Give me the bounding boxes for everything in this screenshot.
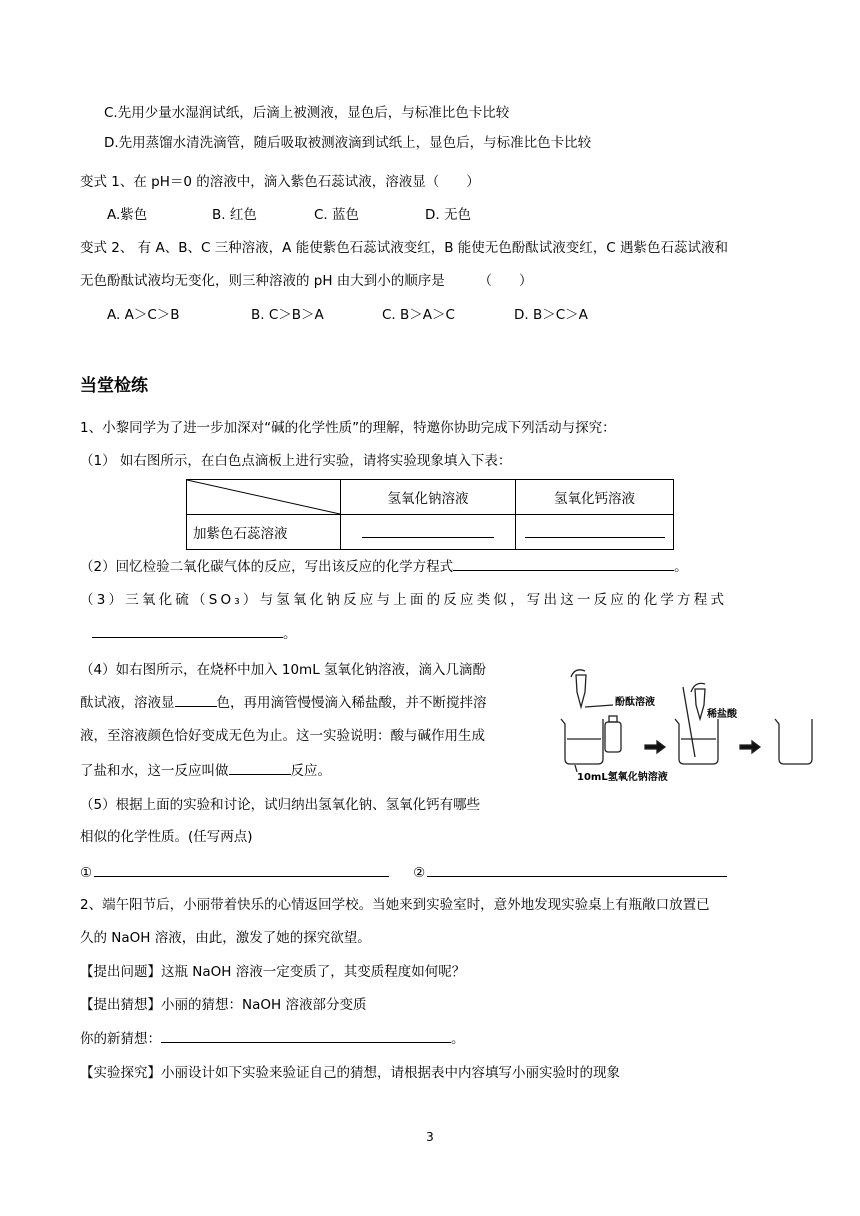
answer-blank[interactable] bbox=[525, 523, 665, 538]
question-1-part-5-line-1: （5）根据上面的实验和讨论，试归纳出氢氧化钠、氢氧化钙有哪些 bbox=[80, 797, 481, 813]
label-hydrochloric-acid: 稀盐酸 bbox=[707, 709, 737, 720]
option-d: D.先用蒸馏水清洗滴管，随后吸取被测液滴到试纸上，显色后，与标准比色卡比较 bbox=[104, 135, 592, 151]
answer-cell-naoh[interactable] bbox=[341, 515, 516, 550]
answer-blank[interactable] bbox=[94, 862, 389, 877]
label-naoh-solution: 10mL氢氧化钠溶液 bbox=[577, 772, 668, 783]
part-2-text: （2）回忆检验二氧化碳气体的反应，写出该反应的化学方程式 bbox=[80, 559, 454, 575]
observation-table bbox=[186, 479, 674, 550]
experiment-figure bbox=[555, 667, 825, 782]
period: 。 bbox=[451, 1031, 465, 1047]
question-2-experiment: 【实验探究】小丽设计如下实验来验证自己的猜想，请根据表中内容填写小丽实验时的现象 bbox=[80, 1065, 620, 1081]
variant-2-option-a: A. A＞C＞B bbox=[107, 307, 180, 323]
variant-2-options bbox=[107, 305, 588, 325]
variant-1-option-b: B. 红色 bbox=[212, 207, 257, 223]
variant-1-option-d: D. 无色 bbox=[425, 207, 471, 223]
question-1-part-3: （3）三氧化硫（SO₃）与氢氧化钠反应与上面的反应类似，写出这一反应的化学方程式 bbox=[80, 592, 728, 608]
table-row-label: 加紫色石蕊溶液 bbox=[187, 515, 341, 550]
section-heading: 当堂检练 bbox=[80, 376, 148, 396]
answer-blank[interactable] bbox=[161, 1028, 451, 1043]
answer-blank[interactable] bbox=[92, 623, 283, 638]
diagonal-line bbox=[187, 480, 340, 514]
question-1-part-4-line-2 bbox=[80, 692, 487, 713]
variant-2-option-d: D. B＞C＞A bbox=[514, 307, 588, 323]
variant-1-options bbox=[107, 205, 471, 225]
question-1-part-1: （1） 如右图所示，在白色点滴板上进行实验，请将实验现象填入下表： bbox=[80, 453, 512, 469]
page-number: 3 bbox=[426, 1130, 434, 1144]
part-3-answer bbox=[92, 623, 297, 644]
circle-2: ② bbox=[413, 865, 426, 881]
question-1-part-4-line-1: （4）如右图所示，在烧杯中加入 10mL 氢氧化钠溶液，滴入几滴酚 bbox=[80, 662, 487, 678]
answer-blank[interactable] bbox=[175, 692, 217, 707]
question-2-hypothesis: 【提出猜想】小丽的猜想：NaOH 溶液部分变质 bbox=[80, 997, 367, 1013]
circle-1: ① bbox=[80, 865, 93, 881]
part-4-text: 了盐和水，这一反应叫做 bbox=[80, 763, 229, 779]
part-4-text: 酞试液，溶液显 bbox=[80, 695, 175, 711]
question-1-part-5-line-2: 相似的化学性质。(任写两点) bbox=[80, 829, 253, 845]
new-hypothesis-label: 你的新猜想： bbox=[80, 1031, 161, 1047]
answer-blank[interactable] bbox=[362, 523, 494, 538]
variant-2-option-c: C. B＞A＞C bbox=[382, 307, 455, 323]
question-1-part-2 bbox=[80, 556, 688, 577]
part-4-text: 反应。 bbox=[290, 763, 331, 779]
answer-blank[interactable] bbox=[229, 760, 291, 775]
variant-2-line-2: 无色酚酞试液均无变化，则三种溶液的 pH 由大到小的顺序是 （ ） bbox=[80, 273, 533, 289]
period: 。 bbox=[283, 626, 297, 642]
question-2-line-1: 2、端午阳节后，小丽带着快乐的心情返回学校。当她来到实验室时，意外地发现实验桌上有瓶敞口放置已 bbox=[80, 897, 710, 913]
question-1-part-4-line-4 bbox=[80, 760, 331, 781]
variant-1-option-c: C. 蓝色 bbox=[314, 207, 360, 223]
question-1-part-5-answers bbox=[80, 862, 727, 883]
answer-blank[interactable] bbox=[453, 556, 674, 571]
question-1: 1、小黎同学为了进一步加深对“碱的化学性质”的理解，特邀你协助完成下列活动与探究： bbox=[80, 420, 616, 436]
variant-1-option-a: A.紫色 bbox=[107, 207, 148, 223]
beaker-diagram bbox=[555, 667, 825, 782]
option-c: C.先用少量水湿润试纸，后滴上被测液，显色后，与标准比色卡比较 bbox=[104, 105, 510, 121]
part-4-text: 色，再用滴管慢慢滴入稀盐酸，并不断搅拌溶 bbox=[216, 695, 487, 711]
table-col-naoh: 氢氧化钠溶液 bbox=[341, 480, 516, 515]
question-2-new-hypothesis bbox=[80, 1028, 465, 1049]
answer-blank[interactable] bbox=[427, 862, 727, 877]
question-2-problem: 【提出问题】这瓶 NaOH 溶液一定变质了，其变质程度如何呢？ bbox=[80, 964, 466, 980]
question-2-line-2: 久的 NaOH 溶液，由此，激发了她的探究欲望。 bbox=[80, 930, 371, 946]
table-diagonal-header bbox=[187, 480, 341, 515]
answer-cell-caoh2[interactable] bbox=[516, 515, 674, 550]
question-1-part-4-line-3: 液，至溶液颜色恰好变成无色为止。这一实验说明：酸与碱作用生成 bbox=[80, 728, 485, 744]
table-col-caoh2: 氢氧化钙溶液 bbox=[516, 480, 674, 515]
variant-2-option-b: B. C＞B＞A bbox=[251, 307, 324, 323]
period: 。 bbox=[674, 559, 688, 575]
variant-1-question: 变式 1、在 pH＝0 的溶液中，滴入紫色石蕊试液，溶液显（ ） bbox=[80, 174, 480, 190]
label-phenolphthalein: 酚酞溶液 bbox=[615, 697, 655, 708]
variant-2-line-1: 变式 2、 有 A、B、C 三种溶液，A 能使紫色石蕊试液变红，B 能使无色酚酞试液变红，C 遇紫色石蕊试液和 bbox=[80, 240, 728, 256]
